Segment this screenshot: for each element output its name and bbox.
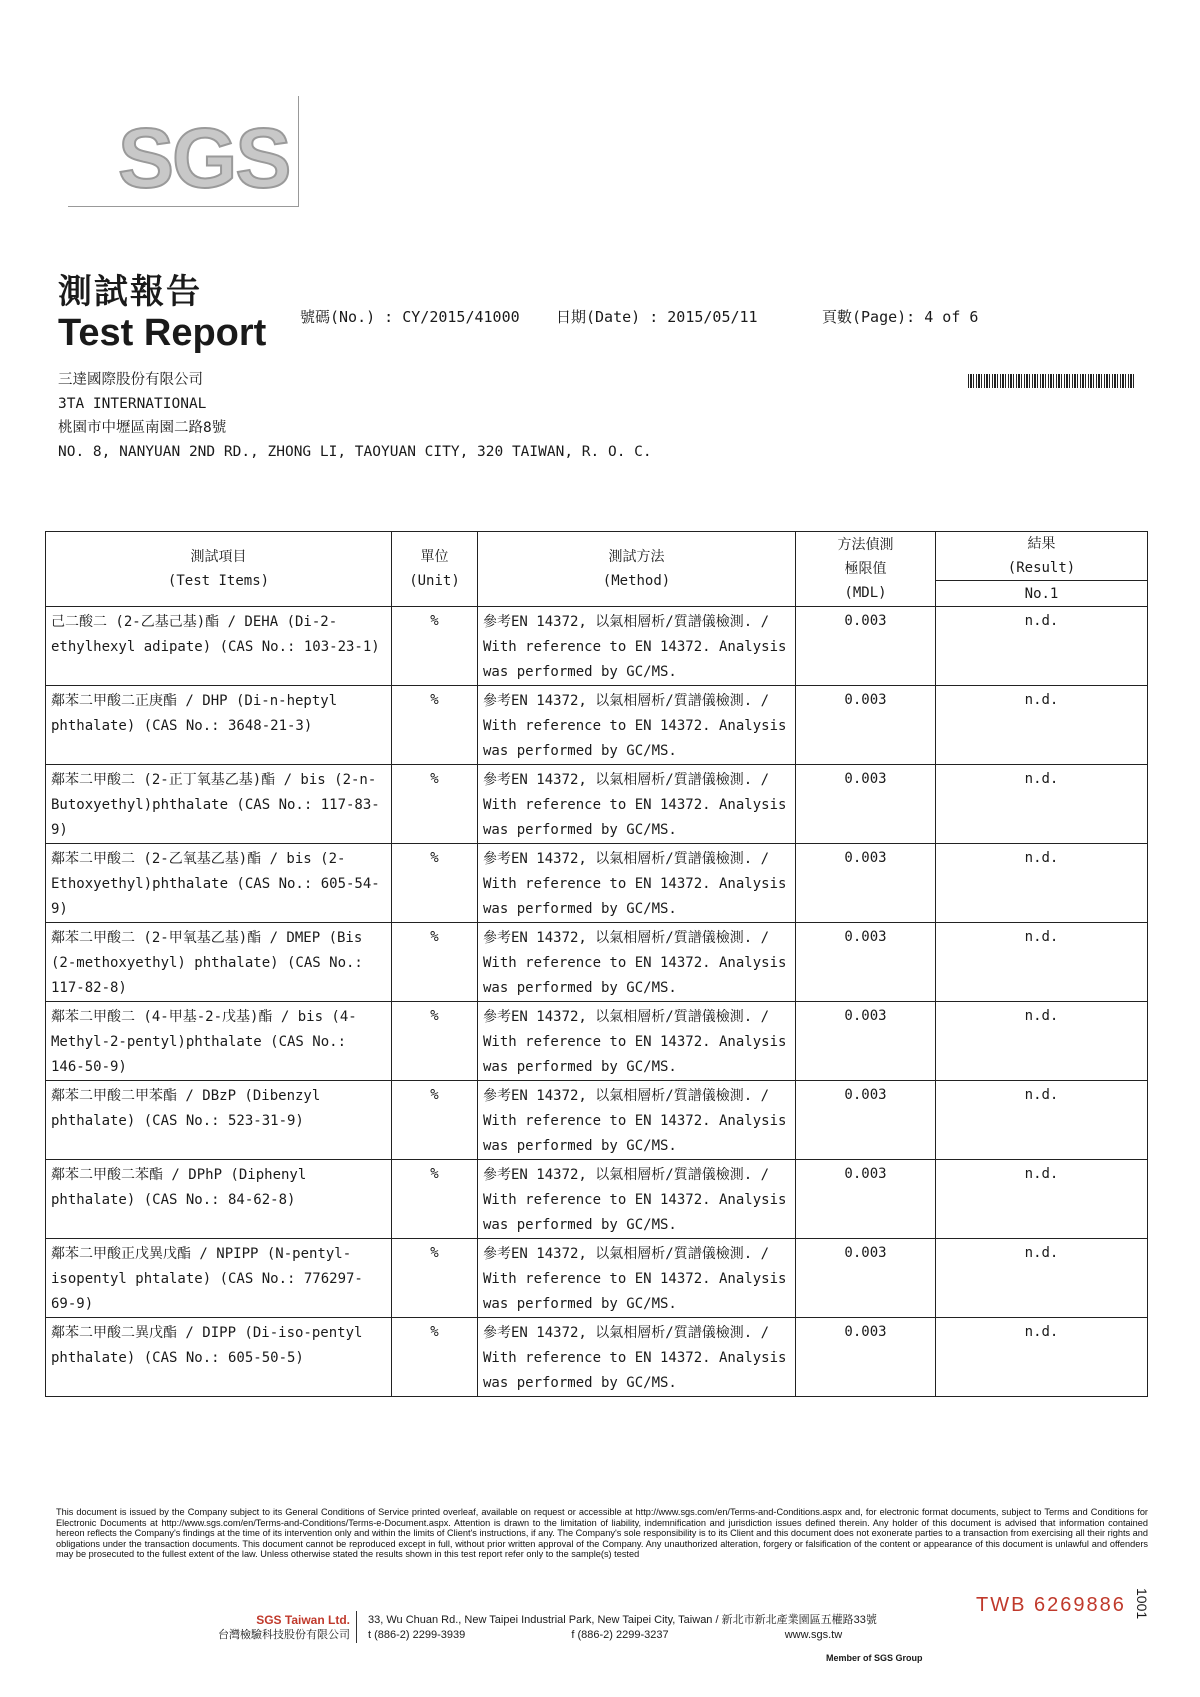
test-item-cell: 鄰苯二甲酸二正庚酯 / DHP (Di-n-heptyl phthalate) (CAS No.: 3648-21-3) [46,686,392,765]
unit-cell: % [392,1318,478,1397]
method-cell: 參考EN 14372, 以氣相層析/質譜儀檢測. / With reference to EN 14372. Analysis was performed by GC/MS. [478,765,796,844]
method-cell: 參考EN 14372, 以氣相層析/質譜儀檢測. / With reference to EN 14372. Analysis was performed by GC/MS. [478,1318,796,1397]
unit-cell: % [392,765,478,844]
side-code: 1001 [1134,1588,1150,1620]
mdl-cell: 0.003 [796,1002,936,1081]
mdl-cell: 0.003 [796,1318,936,1397]
header-result-no: No.1 [936,581,1148,607]
result-cell: n.d. [936,1081,1148,1160]
mdl-cell: 0.003 [796,1160,936,1239]
unit-cell: % [392,844,478,923]
method-cell: 參考EN 14372, 以氣相層析/質譜儀檢測. / With reference to EN 14372. Analysis was performed by GC/MS. [478,1081,796,1160]
test-item-cell: 鄰苯二甲酸二 (2-甲氧基乙基)酯 / DMEP (Bis (2-methoxyethyl) phthalate) (CAS No.: 117-82-8) [46,923,392,1002]
mdl-cell: 0.003 [796,1239,936,1318]
header-test-items: 測試項目 (Test Items) [46,532,392,607]
test-item-cell: 鄰苯二甲酸二異戊酯 / DIPP (Di-iso-pentyl phthalate) (CAS No.: 605-50-5) [46,1318,392,1397]
table-row [46,1002,1148,1081]
sgs-logo [68,96,299,207]
unit-cell: % [392,923,478,1002]
member-of-sgs: Member of SGS Group [826,1653,923,1663]
header-unit: 單位 (Unit) [392,532,478,607]
mdl-cell: 0.003 [796,923,936,1002]
sgs-logo-text: SGS [118,111,290,205]
client-name-en: 3TA INTERNATIONAL [58,396,207,412]
result-cell: n.d. [936,1002,1148,1081]
mdl-cell: 0.003 [796,1081,936,1160]
method-cell: 參考EN 14372, 以氣相層析/質譜儀檢測. / With reference to EN 14372. Analysis was performed by GC/MS. [478,1160,796,1239]
table-row [46,1160,1148,1239]
table-row [46,607,1148,686]
footer-contact [368,1613,877,1643]
document-code: TWB 6269886 [976,1594,1126,1616]
method-cell: 參考EN 14372, 以氣相層析/質譜儀檢測. / With reference to EN 14372. Analysis was performed by GC/MS. [478,607,796,686]
company-fax: f (886-2) 2299-3237 [571,1629,669,1641]
header-result: 結果 (Result) [936,532,1148,581]
method-cell: 參考EN 14372, 以氣相層析/質譜儀檢測. / With reference to EN 14372. Analysis was performed by GC/MS. [478,686,796,765]
test-item-cell: 己二酸二 (2-乙基己基)酯 / DEHA (Di-2-ethylhexyl adipate) (CAS No.: 103-23-1) [46,607,392,686]
company-address: 33, Wu Chuan Rd., New Taipei Industrial Park, New Taipei City, Taiwan / 新北市新北產業園區五權路33號 [368,1614,877,1626]
test-item-cell: 鄰苯二甲酸二 (2-乙氧基乙基)酯 / bis (2-Ethoxyethyl)phthalate (CAS No.: 605-54-9) [46,844,392,923]
report-number: 號碼(No.) : CY/2015/41000 [300,308,520,326]
test-item-cell: 鄰苯二甲酸二甲苯酯 / DBzP (Dibenzyl phthalate) (CAS No.: 523-31-9) [46,1081,392,1160]
table-row [46,844,1148,923]
unit-cell: % [392,1081,478,1160]
mdl-cell: 0.003 [796,765,936,844]
company-name-zh: 台灣檢驗科技股份有限公司 [218,1629,350,1641]
sgs-taiwan-block [160,1613,350,1643]
table-row [46,1318,1148,1397]
page-number: 頁數(Page): 4 of 6 [822,308,979,326]
result-cell: n.d. [936,607,1148,686]
table-row [46,686,1148,765]
report-date: 日期(Date) : 2015/05/11 [556,308,758,326]
footer-divider [356,1611,357,1643]
test-results-table [45,531,1148,1397]
method-cell: 參考EN 14372, 以氣相層析/質譜儀檢測. / With reference to EN 14372. Analysis was performed by GC/MS. [478,923,796,1002]
client-info [58,368,652,464]
test-item-cell: 鄰苯二甲酸正戊異戊酯 / NPIPP (N-pentyl-isopentyl phtalate) (CAS No.: 776297-69-9) [46,1239,392,1318]
result-cell: n.d. [936,1239,1148,1318]
header-method: 測試方法 (Method) [478,532,796,607]
company-tel: t (886-2) 2299-3939 [368,1629,466,1641]
client-address-en: NO. 8, NANYUAN 2ND RD., ZHONG LI, TAOYUAN CITY, 320 TAIWAN, R. O. C. [58,444,652,460]
client-name-zh: 三達國際股份有限公司 [58,372,203,388]
mdl-cell: 0.003 [796,686,936,765]
report-title-zh: 測試報告 [58,272,202,312]
method-cell: 參考EN 14372, 以氣相層析/質譜儀檢測. / With reference to EN 14372. Analysis was performed by GC/MS. [478,844,796,923]
result-cell: n.d. [936,1318,1148,1397]
test-item-cell: 鄰苯二甲酸二 (4-甲基-2-戊基)酯 / bis (4-Methyl-2-pentyl)phthalate (CAS No.: 146-50-9) [46,1002,392,1081]
table-row [46,1239,1148,1318]
test-item-cell: 鄰苯二甲酸二 (2-正丁氧基乙基)酯 / bis (2-n-Butoxyethyl)phthalate (CAS No.: 117-83-9) [46,765,392,844]
table-row [46,1081,1148,1160]
result-cell: n.d. [936,844,1148,923]
table-row [46,765,1148,844]
unit-cell: % [392,1160,478,1239]
result-cell: n.d. [936,686,1148,765]
barcode [968,374,1134,388]
disclaimer-text: This document is issued by the Company subject to its General Conditions of Service printed overleaf, available on request or accessible at http://www.sgs.com/en/Terms-and-Conditions.aspx and, for electronic format documents, subject to Terms and Conditions for Electronic Documents at http://www.sgs.com/en/Terms-and-Conditions/Terms-e-Document.aspx. Attention is drawn to the limitation of liability, indemnification and jurisdiction issues defined therein. Any holder of this document is advised that information contained hereon reflects the Company's findings at the time of its intervention only and within the limits of Client's instructions, if any. The Company's sole responsibility is to its Client and this document does not exonerate parties to a transaction from exercising all their rights and obligations under the transaction documents. This document cannot be reproduced except in full, without prior written approval of the Company. Any unauthorized alteration, forgery or falsification of the content or appearance of this document is unlawful and offenders may be prosecuted to the fullest extent of the law. Unless otherwise stated the results shown in this test report refer only to the sample(s) tested [56,1507,1148,1559]
company-website: www.sgs.tw [784,1629,843,1641]
mdl-cell: 0.003 [796,844,936,923]
result-cell: n.d. [936,923,1148,1002]
table-row [46,923,1148,1002]
test-item-cell: 鄰苯二甲酸二苯酯 / DPhP (Diphenyl phthalate) (CAS No.: 84-62-8) [46,1160,392,1239]
report-title-en: Test Report [58,312,267,354]
unit-cell: % [392,686,478,765]
unit-cell: % [392,1002,478,1081]
company-name-en: SGS Taiwan Ltd. [256,1613,350,1627]
method-cell: 參考EN 14372, 以氣相層析/質譜儀檢測. / With reference to EN 14372. Analysis was performed by GC/MS. [478,1002,796,1081]
result-cell: n.d. [936,765,1148,844]
table-body [46,607,1148,1397]
unit-cell: % [392,1239,478,1318]
mdl-cell: 0.003 [796,607,936,686]
header-mdl: 方法偵測 極限值 (MDL) [796,532,936,607]
client-address-zh: 桃園市中壢區南園二路8號 [58,420,227,436]
unit-cell: % [392,607,478,686]
result-cell: n.d. [936,1160,1148,1239]
method-cell: 參考EN 14372, 以氣相層析/質譜儀檢測. / With reference to EN 14372. Analysis was performed by GC/MS. [478,1239,796,1318]
